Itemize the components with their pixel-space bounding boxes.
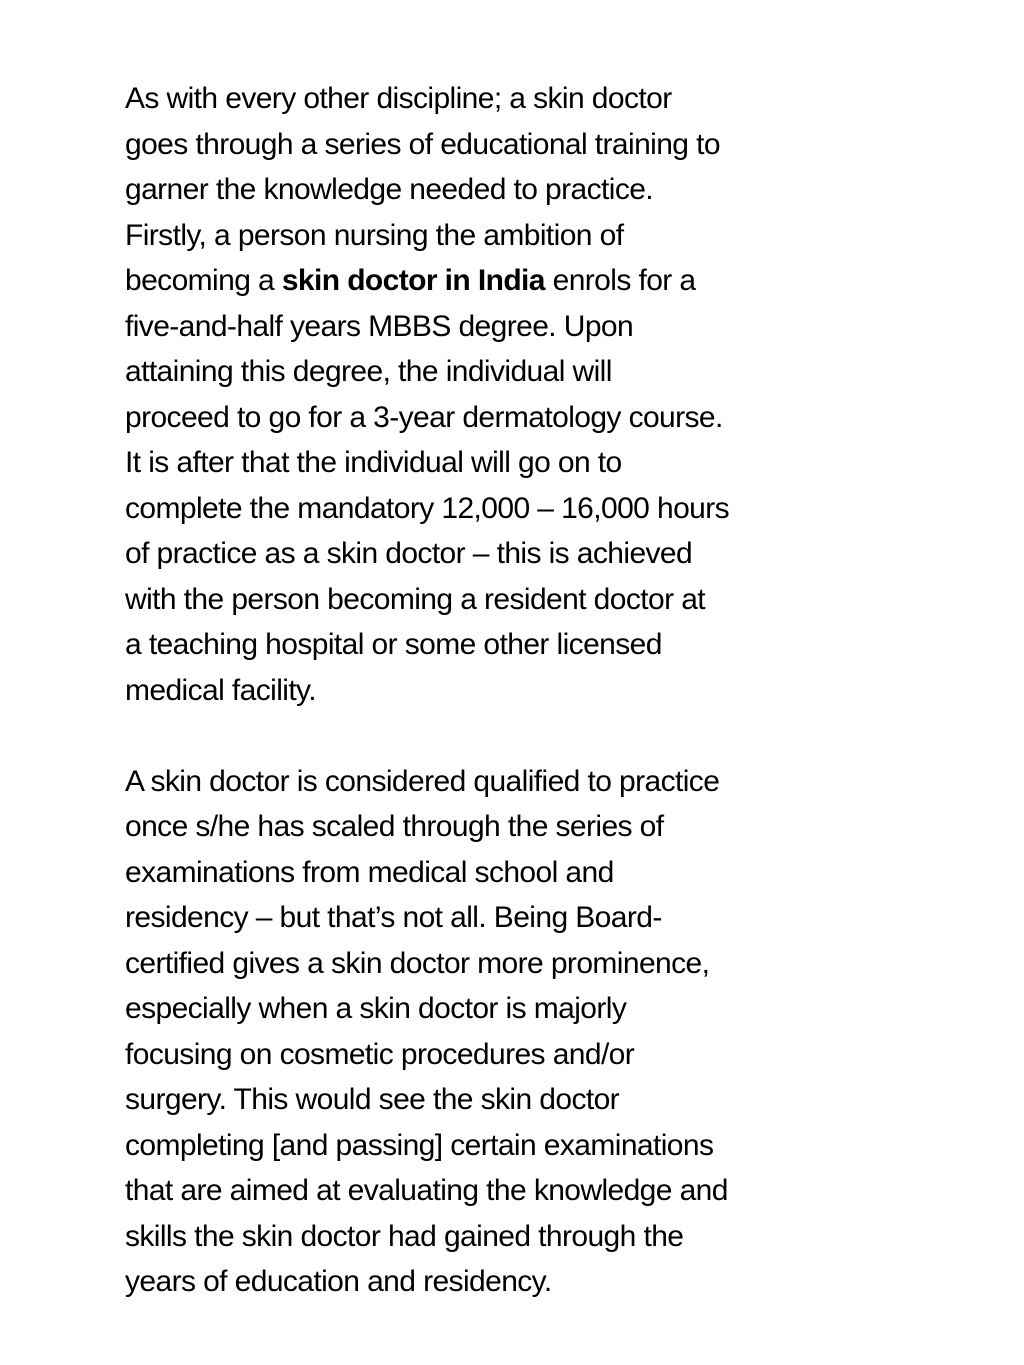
paragraph-line: goes through a series of educational training to (125, 127, 720, 161)
paragraph-line-with-keyword (125, 258, 885, 304)
paragraph-line: once s/he has scaled through the series of (125, 810, 664, 843)
paragraph-line: complete the mandatory 12,000 – 16,000 hours (125, 491, 730, 525)
paragraph-line: As with every other discipline; a skin doctor (125, 82, 672, 115)
paragraph-1 (125, 76, 885, 713)
paragraph-line: skills the skin doctor had gained through the (125, 1219, 684, 1253)
paragraph-spacer (125, 713, 885, 759)
paragraph-line: completing [and passing] certain examinations (125, 1128, 714, 1162)
paragraph-line: a teaching hospital or some other licensed (125, 628, 662, 661)
paragraph-line: medical facility. (125, 673, 316, 707)
document-body (125, 76, 885, 1305)
line-segment: becoming a (125, 264, 282, 297)
paragraph-line: residency – but that’s not all. Being Board- (125, 901, 662, 934)
paragraph-line: that are aimed at evaluating the knowledge and (125, 1174, 728, 1207)
paragraph-line: garner the knowledge needed to practice. (125, 173, 654, 206)
paragraph-line: proceed to go for a 3-year dermatology course. (125, 400, 723, 434)
paragraph-line: It is after that the individual will go on to (125, 446, 622, 479)
paragraph-line: focusing on cosmetic procedures and/or (125, 1037, 635, 1071)
paragraph-line: of practice as a skin doctor – this is achieved (125, 537, 693, 570)
paragraph-line: Firstly, a person nursing the ambition of (125, 218, 624, 252)
paragraph-line: with the person becoming a resident doctor at (125, 582, 706, 616)
keyword-skin-doctor-in-india: skin doctor in India (281, 264, 545, 297)
paragraph-line: five-and-half years MBBS degree. Upon (125, 309, 634, 343)
paragraph-line: A skin doctor is considered qualified to practice (125, 764, 720, 798)
paragraph-line: attaining this degree, the individual will (125, 355, 612, 388)
line-segment: enrols for a (544, 264, 696, 297)
paragraph-line: surgery. This would see the skin doctor (125, 1083, 620, 1116)
paragraph-2 (125, 759, 885, 1305)
paragraph-line: years of education and residency. (125, 1265, 552, 1298)
paragraph-line: certified gives a skin doctor more prominence, (125, 946, 710, 980)
paragraph-line: especially when a skin doctor is majorly (125, 992, 627, 1025)
paragraph-line: examinations from medical school and (125, 855, 614, 889)
